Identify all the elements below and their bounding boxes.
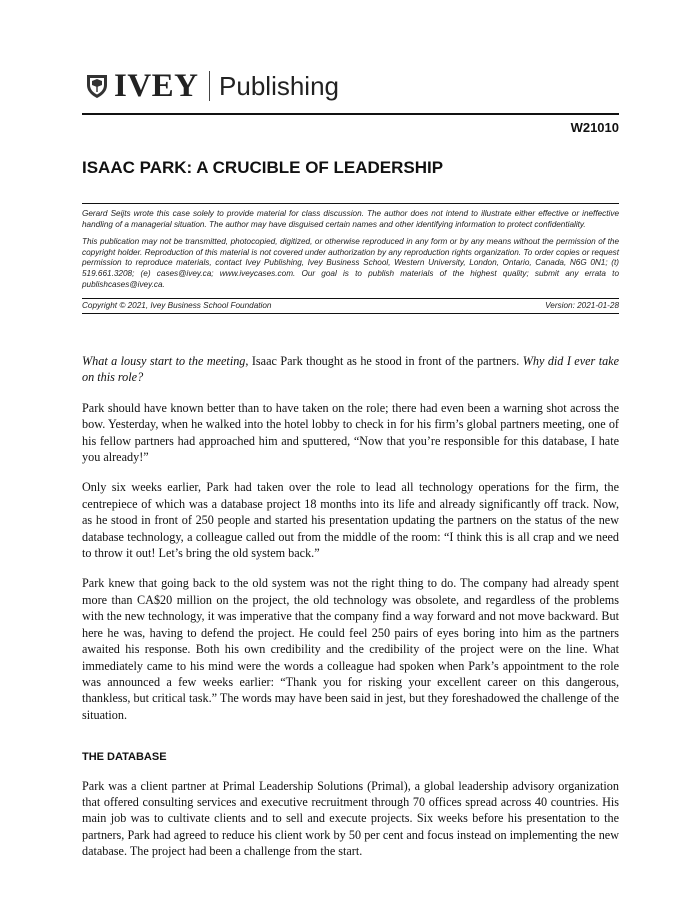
body-paragraph-2: Park should have known better than to have taken on the role; there had even been a warning shot across the bow. Yesterday, when he walked into the hotel lobby to check in for his firm’s global partners meeting, one of his fellow partners had approached him and sputtered, “Now that you’re responsible for this database, I hate you already!” [82, 400, 619, 465]
body-paragraph-3: Only six weeks earlier, Park had taken over the role to lead all technology operations for the firm, the centrepiece of which was a database project 18 months into its life and already significantly off track. Now, as he stood in front of 250 people and started his presentation updating the partners on the status of the new database technology, a colleague called out from the middle of the room: “I think this is all crap and we need to throw it out! Let’s bring the old system back.” [82, 480, 619, 561]
paragraph-1-text: , Isaac Park thought as he stood in front of the partners. [245, 354, 523, 368]
ivey-publishing-logo [86, 66, 339, 106]
case-body [82, 353, 619, 874]
disclaimer-author-note: Gerard Seijts wrote this case solely to provide material for class discussion. The author does not intend to illustrate either effective or ineffective handling of a managerial situation. The author may have disguised certain names and other identifying information to protect confidentiality. [82, 209, 619, 229]
case-title: ISAAC PARK: A CRUCIBLE OF LEADERSHIP [82, 158, 444, 177]
thought-italic-2: Why did I ever take on this role? [82, 354, 620, 385]
copyright-line: Copyright © 2021, Ivey Business School Foundation [82, 301, 272, 311]
logo-divider [209, 71, 211, 101]
crest-icon [86, 73, 108, 99]
header-rule [82, 113, 619, 115]
brand-name: IVEY [114, 67, 199, 104]
body-paragraph-1 [82, 353, 619, 386]
section-heading: THE DATABASE [82, 751, 167, 764]
disclaimer-reproduction-note: This publication may not be transmitted, photocopied, digitized, or otherwise reproduced in any form or by any means without the permission of the copyright holder. Reproduction of this material is not covered under authorization by any reproduction rights organization. To order copies or request permission to reproduce materials, contact Ivey Publishing, Ivey Business School, Western University, London, Ontario, Canada, N6G 0N1; (t) 519.661.3208; (e) cases@ivey.ca; www.iveycases.com. Our goal is to publish materials of the highest quality; submit any errata to publishcases@ivey.ca. [82, 237, 619, 289]
version-line: Version: 2021-01-28 [545, 301, 619, 311]
thought-italic-1: What a lousy start to the meeting [82, 354, 246, 368]
body-paragraph-5: Park was a client partner at Primal Leadership Solutions (Primal), a global leadership advisory organization that offered consulting services and executive recruitment through 70 offices spread across 40 countries. His main job was to cultivate clients and to sell and execute projects. Six weeks before his presentation to the partners, Park had agreed to reduce his client work by 50 per cent and focus instead on implementing the new database. The project had been a challenge from the start. [82, 778, 619, 859]
brand-suffix: Publishing [219, 70, 340, 101]
disclaimer-footer [82, 298, 619, 314]
disclaimer-block [82, 203, 619, 314]
case-number: W21010 [570, 120, 619, 135]
body-paragraph-4: Park knew that going back to the old system was not the right thing to do. The company had already spent more than CA$20 million on the project, the old technology was obsolete, and regardless of the problems with the new technology, it was imperative that the company find a way forward and not move backward. But here he was, having to defend the project. He could feel 250 pairs of eyes boring into him as the partners awaited his response. Both his own credibility and the credibility of the project were on the line. What immediately came to his mind were the words a colleague had spoken when Park’s appointment to the role was announced a few weeks earlier: “Thank you for risking your excellent career on this dangerous, thankless, but critical task.” The words may have been said in jest, but they foreshadowed the challenge of the situation. [82, 576, 619, 722]
